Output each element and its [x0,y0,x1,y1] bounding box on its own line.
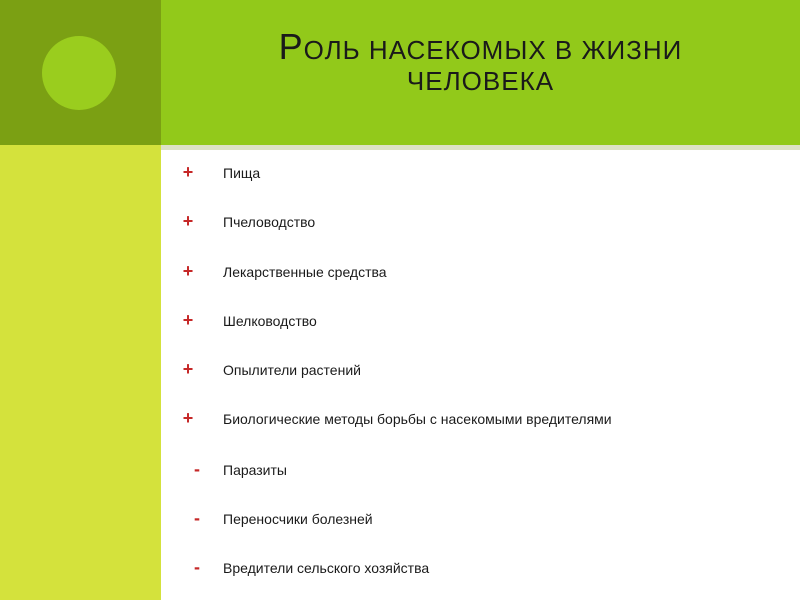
list-item [161,505,800,535]
list-item-text: Опылители растений [223,362,361,378]
list-item-text: Лекарственные средства [223,264,387,280]
plus-icon: + [182,162,194,182]
corner-block [0,0,161,145]
title-divider [161,145,800,150]
title-first-letter: Р [278,26,304,67]
slide-title [161,26,800,97]
list-item-text: Шелководство [223,313,317,329]
list-item-text: Биологические методы борьбы с насекомыми вредителями [223,411,612,427]
list-item-text: Вредители сельского хозяйства [223,560,430,576]
title-line-1 [161,26,800,67]
plus-icon: + [182,359,194,379]
list-item [161,159,800,189]
plus-icon: + [182,261,194,281]
list-item-text: Переносчики болезней [223,511,373,527]
list-item [161,307,800,337]
list-item-text: Пища [223,165,261,181]
list-item-text: Пчеловодство [223,214,316,230]
plus-icon: + [182,310,194,330]
list-item [161,208,800,238]
decorative-circle [42,36,116,110]
list-item [161,405,800,435]
side-strip [0,145,161,600]
plus-icon: + [182,211,194,231]
list-item-text: Паразиты [223,462,287,478]
minus-icon: - [194,557,200,577]
plus-icon: + [182,408,194,428]
minus-icon: - [194,459,200,479]
list-item [161,456,800,486]
list-item [161,554,800,584]
title-line-1-rest: ОЛЬ НАСЕКОМЫХ В ЖИЗНИ [303,35,683,65]
title-line-2: ЧЕЛОВЕКА [406,66,555,97]
list-item [161,258,800,288]
list-item [161,356,800,386]
minus-icon: - [194,508,200,528]
